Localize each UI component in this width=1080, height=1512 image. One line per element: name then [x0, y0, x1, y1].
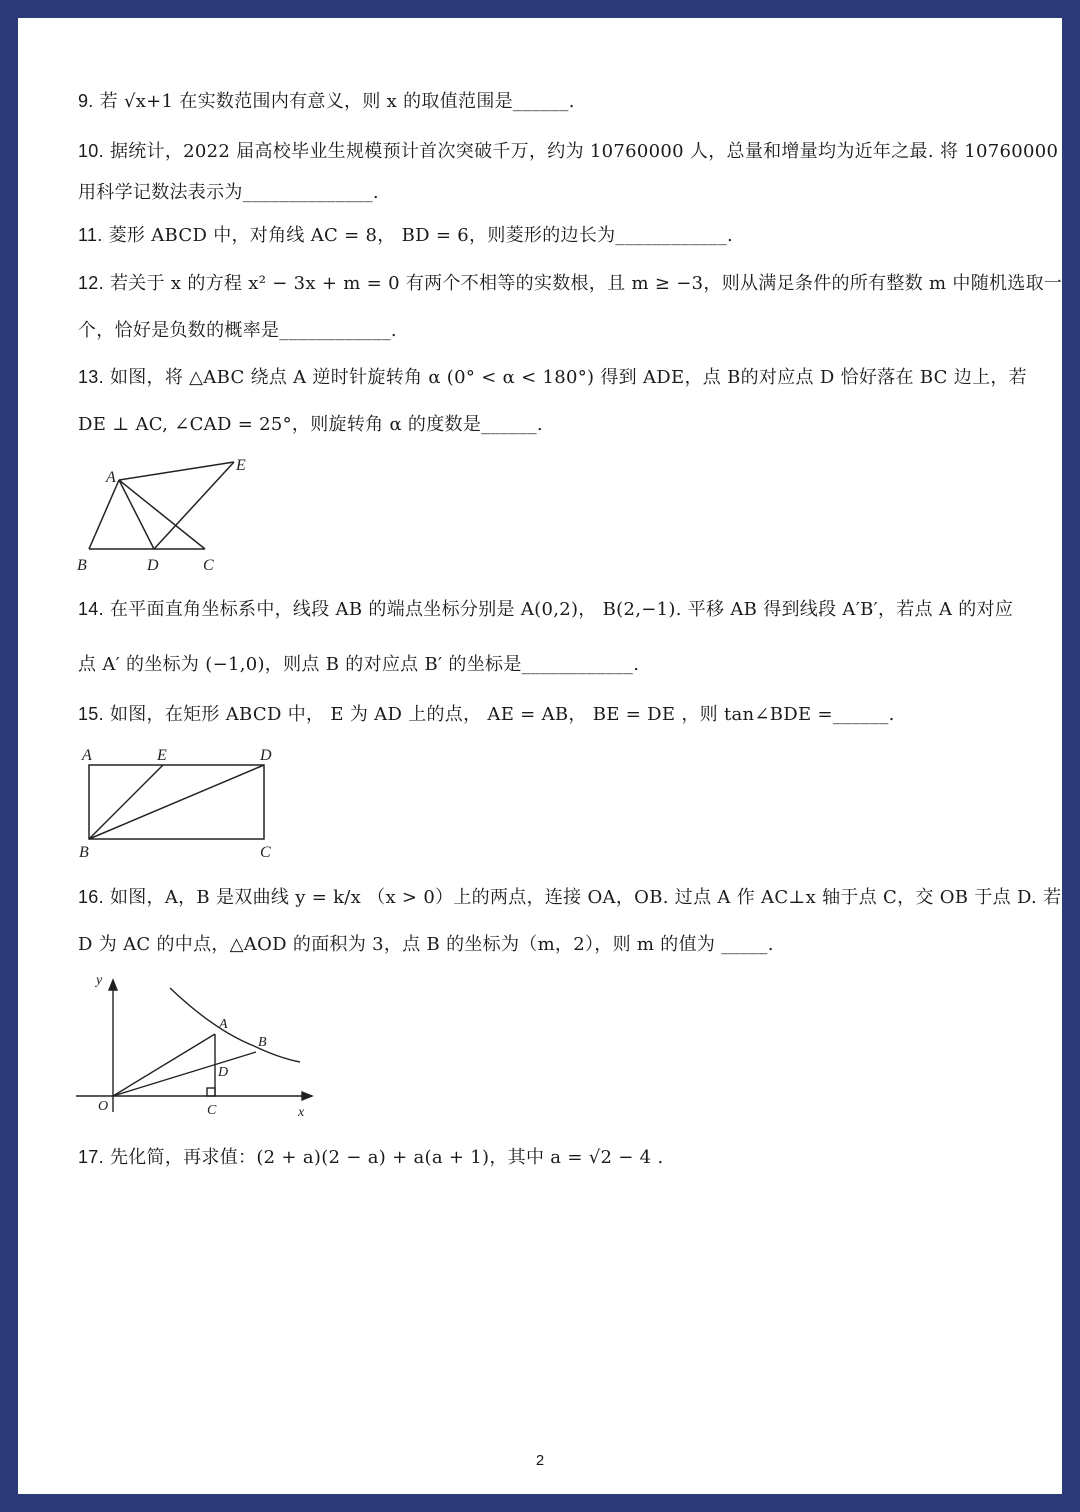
question-12: [78, 260, 1063, 354]
question-text: 在平面直角坐标系中，线段 AB 的端点坐标分别是 A(0,2)， B(2,−1). 平移 AB 得到线段 A′B′，若点 A 的对应: [109, 599, 1014, 620]
question-17: [78, 1134, 1008, 1181]
point-label-b: B: [258, 1035, 267, 1050]
axis-label-x: x: [298, 1105, 305, 1120]
question-10: [78, 128, 1059, 216]
axis-label-y: y: [96, 973, 103, 988]
point-label-a: A: [106, 469, 116, 486]
point-label-d: D: [147, 557, 159, 574]
question-11: [78, 212, 1008, 259]
figure-16: [74, 970, 324, 1120]
question-number: 14.: [78, 599, 104, 619]
point-label-d: D: [218, 1065, 229, 1080]
point-label-b: B: [79, 844, 89, 861]
figure-13: [74, 456, 274, 576]
question-number: 10.: [78, 141, 104, 161]
question-number: 12.: [78, 273, 104, 293]
point-label-e: E: [157, 747, 167, 764]
question-number: 17.: [78, 1147, 104, 1167]
question-text: 若关于 x 的方程 x² − 3x + m = 0 有两个不相等的实数根，且 m ≥ −3，则从满足条件的所有整数 m 中随机选取一: [109, 273, 1063, 294]
exam-page: [18, 18, 1062, 1494]
question-13: [78, 354, 1027, 448]
point-label-b: B: [77, 557, 87, 574]
point-label-d: D: [260, 747, 272, 764]
question-text: 菱形 ABCD 中，对角线 AC = 8， BD = 6，则菱形的边长为____________.: [108, 225, 734, 246]
point-label-c: C: [207, 1103, 217, 1118]
question-16: [78, 874, 1062, 968]
point-label-a: A: [82, 747, 92, 764]
question-number: 16.: [78, 887, 104, 907]
question-number: 11.: [78, 225, 103, 245]
point-label-e: E: [236, 457, 246, 474]
question-text: 如图，A，B 是双曲线 y = k/x （x > 0）上的两点，连接 OA，OB. 过点 A 作 AC⊥x 轴于点 C，交 OB 于点 D. 若: [109, 887, 1062, 908]
question-text: 先化简，再求值：(2 + a)(2 − a) + a(a + 1)，其中 a = √2 − 4 .: [109, 1147, 664, 1168]
point-label-c: C: [203, 557, 214, 574]
point-label-c: C: [260, 844, 271, 861]
question-number: 9.: [78, 91, 94, 111]
question-text: 如图，将 △ABC 绕点 A 逆时针旋转角 α (0° < α < 180°) 得到 ADE，点 B的对应点 D 恰好落在 BC 边上，若: [109, 367, 1027, 388]
point-label-a: A: [219, 1017, 228, 1032]
question-text-continued: 个，恰好是负数的概率是____________.: [78, 320, 397, 341]
question-text: 如图，在矩形 ABCD 中， E 为 AD 上的点， AE = AB， BE = DE ，则 tan∠BDE =______.: [109, 704, 895, 725]
question-15: [78, 691, 1008, 738]
question-text-continued: 用科学记数法表示为______________.: [78, 182, 379, 203]
question-text-continued: DE ⊥ AC, ∠CAD = 25°，则旋转角 α 的度数是______.: [78, 414, 543, 435]
origin-label-o: O: [98, 1099, 109, 1114]
figure-15: [74, 744, 294, 864]
question-number: 15.: [78, 704, 104, 724]
question-number: 13.: [78, 367, 104, 387]
question-text-continued: D 为 AC 的中点，△AOD 的面积为 3，点 B 的坐标为（m，2），则 m 的值为 _____.: [78, 934, 774, 955]
question-text: 据统计，2022 届高校毕业生规模预计首次突破千万，约为 10760000 人，总量和增量均为近年之最. 将 10760000: [109, 141, 1059, 162]
question-text-continued: 点 A′ 的坐标为 (−1,0)，则点 B 的对应点 B′ 的坐标是____________.: [78, 654, 640, 675]
question-14: [78, 586, 1014, 688]
page-number: 2: [535, 1452, 545, 1469]
question-9: [78, 78, 1008, 125]
question-text: 若 √x+1 在实数范围内有意义，则 x 的取值范围是______.: [99, 91, 575, 112]
